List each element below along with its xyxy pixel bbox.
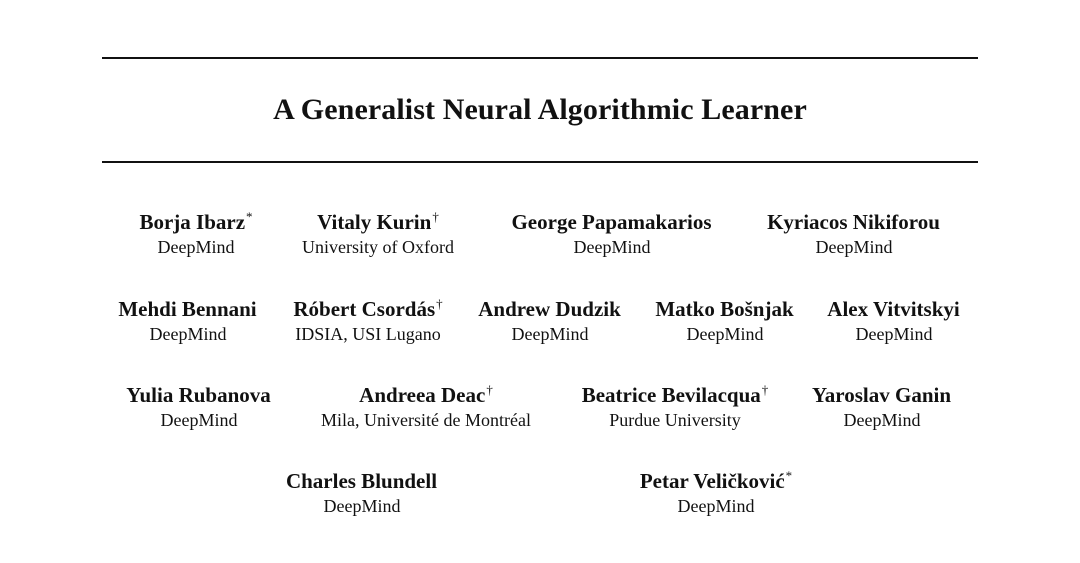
author-affiliation: DeepMind	[677, 496, 755, 516]
author-footnote-mark: †	[432, 209, 439, 224]
author-block	[126, 382, 272, 432]
paper-title: A Generalist Neural Algorithmic Learner	[273, 93, 807, 126]
author-name: Petar Veličković*	[639, 468, 793, 493]
title-rule-bottom	[102, 161, 978, 163]
author-name: Borja Ibarz*	[139, 209, 253, 234]
author-footnote-mark: †	[486, 382, 493, 397]
author-block	[293, 296, 442, 346]
author-affiliation: Mila, Université de Montréal	[321, 410, 531, 430]
title-rule-top	[102, 57, 978, 59]
author-block	[478, 296, 622, 346]
author-name: Matko Bošnjak	[655, 297, 794, 321]
author-block	[321, 382, 531, 432]
author-affiliation: DeepMind	[157, 237, 235, 257]
author-name: Kyriacos Nikiforou	[767, 210, 940, 234]
author-name: Róbert Csordás†	[293, 296, 443, 321]
author-block	[118, 296, 257, 346]
author-block	[139, 209, 252, 259]
author-name: Andrew Dudzik	[478, 297, 621, 321]
author-block	[655, 296, 794, 346]
author-affiliation: DeepMind	[573, 237, 651, 257]
author-affiliation: University of Oxford	[302, 237, 454, 257]
author-affiliation: DeepMind	[843, 410, 921, 430]
author-name: Vitaly Kurin†	[317, 209, 439, 234]
author-block	[812, 382, 952, 432]
author-affiliation: DeepMind	[149, 324, 227, 344]
author-name: Yulia Rubanova	[126, 383, 271, 407]
author-footnote-mark: *	[785, 468, 793, 483]
author-footnote-mark: *	[246, 209, 253, 224]
author-name: Mehdi Bennani	[118, 297, 257, 321]
author-block	[827, 296, 960, 346]
author-affiliation: DeepMind	[323, 496, 401, 516]
author-name: Andreea Deac†	[359, 382, 493, 407]
author-name: Charles Blundell	[285, 469, 438, 493]
author-block	[582, 382, 769, 432]
author-affiliation: Purdue University	[609, 410, 741, 430]
author-affiliation: DeepMind	[686, 324, 764, 344]
author-block	[302, 209, 454, 259]
author-footnote-mark: †	[436, 296, 443, 311]
author-footnote-mark: †	[761, 382, 769, 397]
author-affiliation: DeepMind	[815, 237, 893, 257]
author-block	[640, 468, 792, 518]
author-block	[511, 209, 712, 259]
author-affiliation: DeepMind	[855, 324, 933, 344]
author-affiliation: DeepMind	[160, 410, 238, 430]
author-block	[286, 468, 438, 518]
author-block	[767, 209, 941, 259]
author-name: Yaroslav Ganin	[811, 383, 952, 407]
author-affiliation: IDSIA, USI Lugano	[295, 324, 441, 344]
author-affiliation: DeepMind	[511, 324, 589, 344]
author-name: George Papamakarios	[511, 210, 712, 234]
author-name: Beatrice Bevilacqua†	[581, 382, 769, 407]
author-name: Alex Vitvitskyi	[827, 297, 960, 321]
